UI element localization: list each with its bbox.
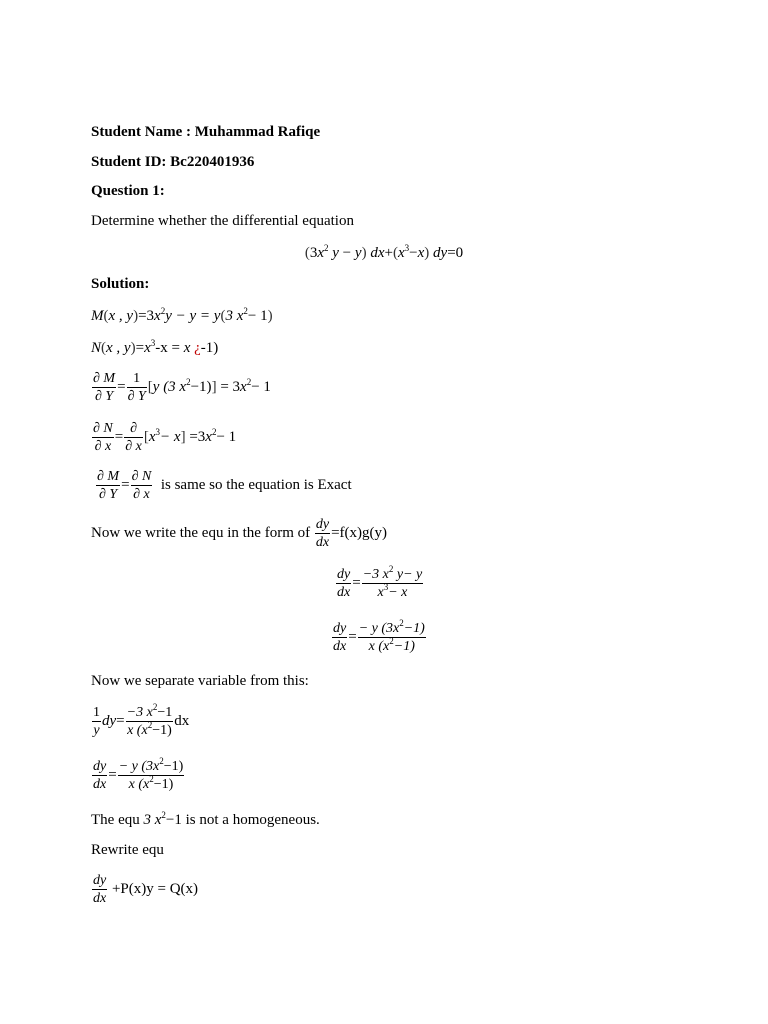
separable-step-3: $\frac{1}{y}$ dy= $\frac{-3 x^2-1}{x (x^2-1)}$ dx [93,702,190,738]
n-definition: N(x , $y)=x^3-x = x$ ¿-1) [91,338,219,356]
student-name: Student Name : Muhammad Rafiqe [91,124,321,140]
dn-dx-equation: $\frac{\partial N}{\partial x}$ = $\frac{\partial}{\partial x}$ $[x^3- x] =3x^2- 1$ [93,421,237,454]
exact-statement: $\frac{\partial M}{\partial Y}$ = $\frac{\partial N}{\partial x}$ is same so the equation is Exact [97,469,352,502]
form-line: Now we write the equ in the form of $\frac{dy}{dx}$ =f(x)g(y) [91,517,388,550]
main-equation: ($3x^2$ y − y) $dx+(x^3-x)$ dy=0 [304,243,464,261]
m-definition: M(x , $y)=3x^2y - y = y(3$ $x^2- 1$) [91,306,273,324]
dm-dy-equation: $\frac{\partial M}{\partial Y}$ = $\frac{1}{\partial Y}$ [y (3 $x^2-1)] = 3x^2- 1$ [93,371,271,404]
solution-heading: Solution: [91,276,150,292]
rewrite-text: Rewrite equ [91,842,164,858]
separate-text: Now we separate variable from this: [91,673,309,689]
question-heading: Question 1: [91,183,165,199]
student-id: Student ID: Bc220401936 [91,154,255,170]
linear-form: $\frac{dy}{dx}$ +P(x)y = Q(x) [93,873,199,906]
separable-step-1: $\frac{dy}{dx}$ = $\frac{-3 x^2 y- y}{x^3- x}$ [337,564,423,600]
separable-step-4: $\frac{dy}{dx}$ = $\frac{- y (3x^2-1)}{x (x^2-1)}$ [93,756,184,792]
intro-text: Determine whether the differential equation [91,213,354,229]
separable-step-2: $\frac{dy}{dx}$ = $\frac{- y (3x^2-1)}{x (x^2-1)}$ [333,618,425,654]
homogeneous-line: The equ 3 $x^2-1$ is not a homogeneous. [91,810,320,828]
